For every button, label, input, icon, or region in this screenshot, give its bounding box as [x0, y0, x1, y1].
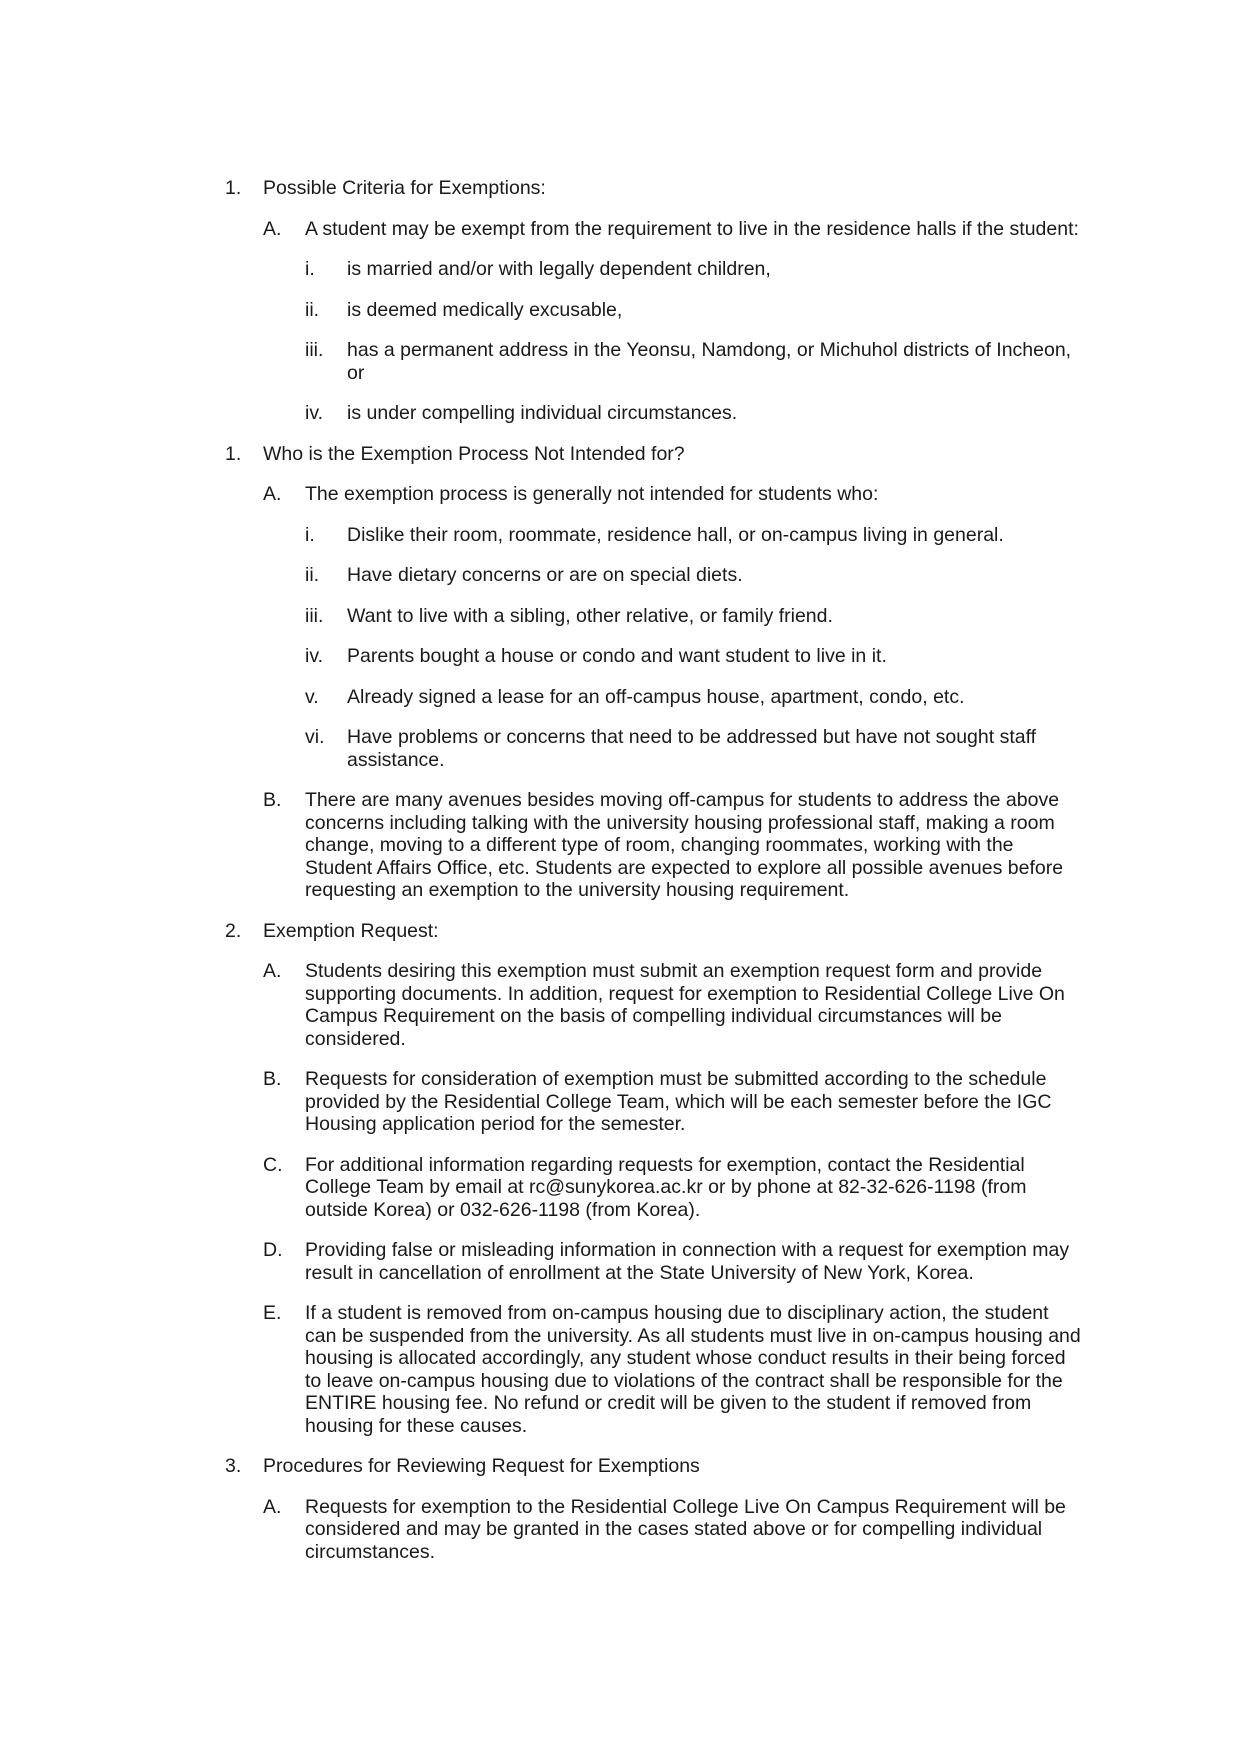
sub-item-text: Dislike their room, roommate, residence hall, or on-campus living in general. — [347, 523, 1004, 546]
sub-item-numeral: iii. — [305, 339, 324, 361]
sub-item-text: Parents bought a house or condo and want student to live in it. — [347, 645, 887, 667]
sub-item-numeral: ii. — [305, 564, 320, 586]
list-item — [263, 789, 1085, 902]
sub-item-numeral: iii. — [305, 604, 324, 627]
item-text: Requests for exemption to the Residential College Live On Campus Requirement will be considered and may be granted in the cases stated above or for compelling individual circumstances. — [305, 1495, 1066, 1563]
section-number: 2. — [225, 919, 242, 942]
section-2 — [225, 443, 1085, 902]
section-number: 3. — [225, 1455, 242, 1477]
sub-list-item — [305, 402, 1085, 425]
item-text: The exemption process is generally not intended for students who: — [305, 483, 879, 505]
section-title: Procedures for Reviewing Request for Exemptions — [263, 1455, 700, 1477]
list-item — [263, 1068, 1085, 1136]
item-letter: A. — [263, 217, 282, 240]
section-number: 1. — [225, 177, 242, 199]
sub-item-text: Want to live with a sibling, other relative, or family friend. — [347, 604, 833, 627]
sub-item-text: has a permanent address in the Yeonsu, Namdong, or Michuhol districts of Incheon, or — [347, 339, 1072, 384]
item-letter: B. — [263, 789, 282, 811]
section-1 — [225, 177, 1085, 425]
item-letter: A. — [263, 483, 282, 505]
sub-list-item — [305, 605, 1085, 628]
sub-list-item — [305, 686, 1085, 709]
section-3 — [225, 920, 1085, 1438]
item-text: For additional information regarding requests for exemption, contact the Residential College Team by email at rc@sunykorea.ac.kr or by phone at 82-32-626-1198 (from outside Korea) or 032-626-1198 (from Korea). — [305, 1153, 1027, 1221]
item-letter: E. — [263, 1302, 282, 1324]
item-text: Requests for consideration of exemption must be submitted according to the schedule provided by the Residential College Team, which will be each semester before the IGC Housing application period for the semester. — [305, 1068, 1052, 1135]
sub-item-numeral: iv. — [305, 402, 324, 424]
list-item — [263, 1302, 1085, 1437]
sub-item-numeral: iv. — [305, 645, 324, 667]
sub-list-item — [305, 564, 1085, 587]
list-item — [263, 960, 1085, 1050]
section-number: 1. — [225, 442, 242, 465]
section-title: Exemption Request: — [263, 919, 439, 942]
item-text: Students desiring this exemption must submit an exemption request form and provide supporting documents. In addition, request for exemption to Residential College Live On Campus Requirement on the basis of compelling individual circumstances will be considered. — [305, 960, 1065, 1050]
section-title: Who is the Exemption Process Not Intended for? — [263, 442, 685, 465]
list-item — [263, 1154, 1085, 1222]
list-item — [263, 1496, 1085, 1564]
sub-item-numeral: i. — [305, 523, 315, 546]
sub-item-numeral: ii. — [305, 298, 320, 321]
item-letter: A. — [263, 960, 282, 982]
item-letter: B. — [263, 1068, 282, 1090]
list-item — [263, 483, 1085, 771]
sub-item-text: is married and/or with legally dependent children, — [347, 258, 771, 280]
item-letter: D. — [263, 1239, 283, 1261]
section-title: Possible Criteria for Exemptions: — [263, 177, 546, 199]
item-text: A student may be exempt from the requirement to live in the residence halls if the student: — [305, 217, 1079, 240]
sub-item-text: Have problems or concerns that need to be addressed but have not sought staff assistance. — [347, 726, 1037, 771]
sub-item-numeral: v. — [305, 685, 319, 708]
sub-item-text: is under compelling individual circumstances. — [347, 402, 738, 424]
sub-item-text: Already signed a lease for an off-campus house, apartment, condo, etc. — [347, 685, 965, 708]
sub-list-item — [305, 258, 1085, 281]
sub-item-text: is deemed medically excusable, — [347, 298, 623, 321]
item-text: There are many avenues besides moving off-campus for students to address the above concerns including talking with the university housing professional staff, making a room change, moving to a different type of room, changing roommates, working with the Student Affairs Office, etc. Students are expected to explore all possible avenues before requesting an exemption to the university housing requirement. — [305, 789, 1064, 901]
item-letter: A. — [263, 1495, 282, 1518]
item-text: Providing false or misleading information in connection with a request for exemption may result in cancellation of enrollment at the State University of New York, Korea. — [305, 1239, 1070, 1284]
sub-list-item — [305, 524, 1085, 547]
sub-list-item — [305, 299, 1085, 322]
item-text: If a student is removed from on-campus housing due to disciplinary action, the student can be suspended from the university. As all students must live in on-campus housing and housing is allocated accordingly, any student whose conduct results in their being forced to leave on-campus housing due to violations of the contract shall be responsible for the ENTIRE housing fee. No refund or credit will be given to the student if removed from housing for these causes. — [305, 1302, 1081, 1437]
sub-item-text: Have dietary concerns or are on special diets. — [347, 564, 743, 586]
document-body — [225, 177, 1085, 1581]
section-4 — [225, 1455, 1085, 1563]
sub-item-numeral: i. — [305, 258, 315, 280]
sub-list-item — [305, 726, 1085, 771]
sub-list-item — [305, 339, 1085, 384]
item-letter: C. — [263, 1153, 283, 1176]
sub-item-numeral: vi. — [305, 726, 325, 748]
list-item — [263, 218, 1085, 425]
sub-list-item — [305, 645, 1085, 668]
list-item — [263, 1239, 1085, 1284]
